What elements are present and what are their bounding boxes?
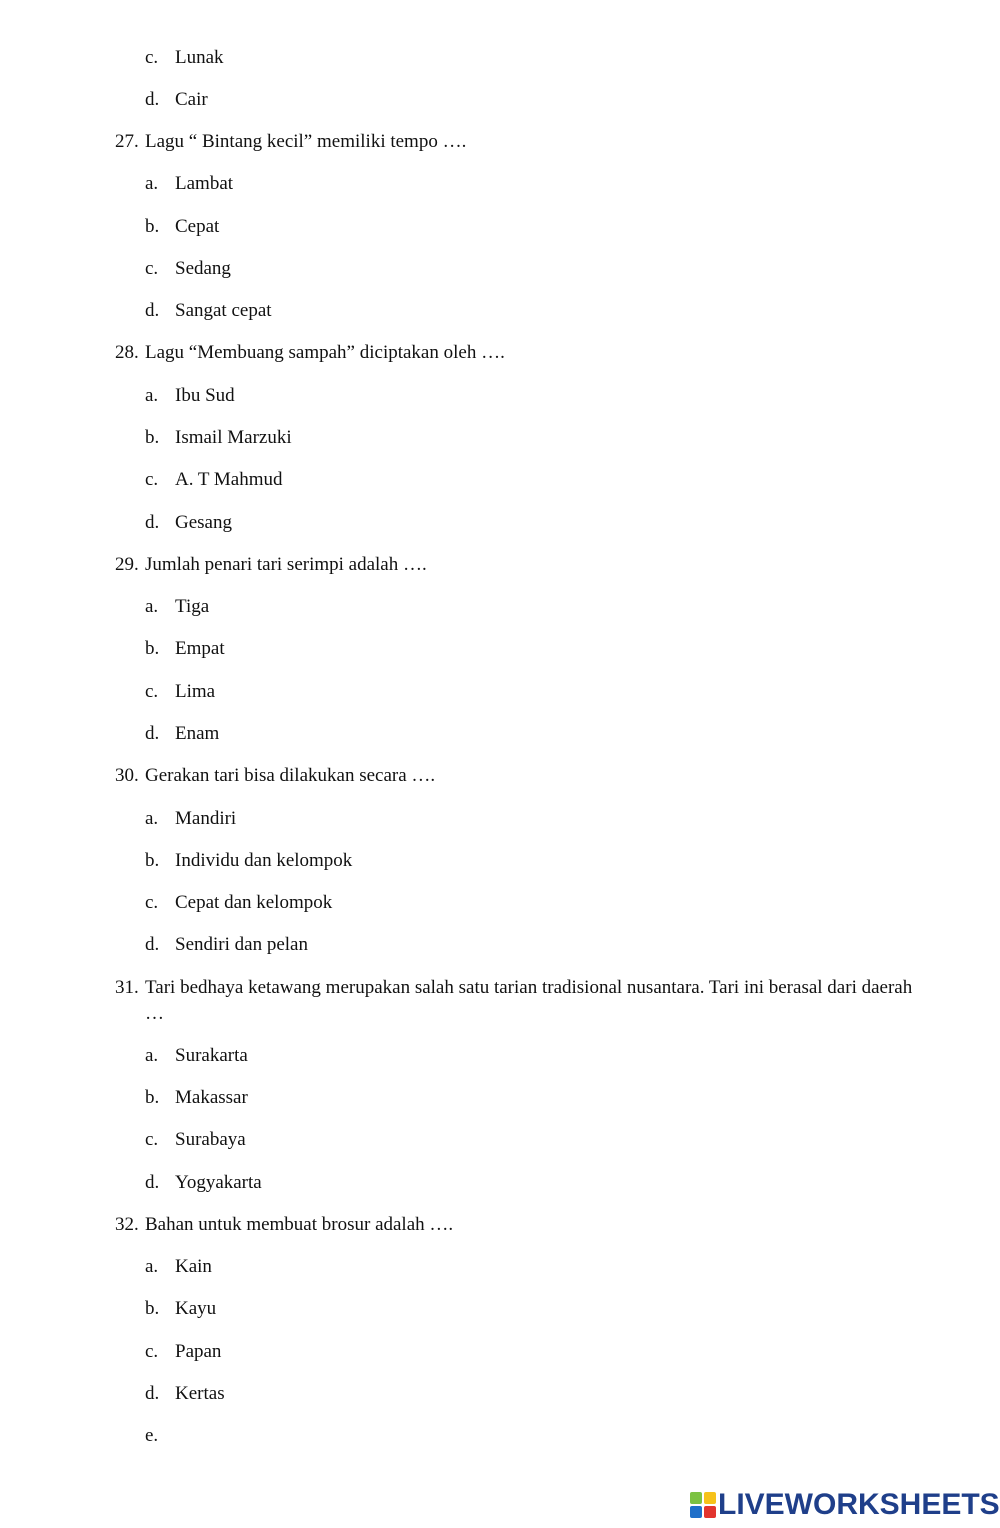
logo-text: LIVEWORKSHEETS <box>718 1488 1000 1521</box>
option-letter: b. <box>145 216 160 237</box>
option-letter: b. <box>145 1298 160 1319</box>
option-text: Surabaya <box>175 1129 246 1150</box>
option-letter: a. <box>145 596 159 617</box>
option-letter: d. <box>145 723 160 744</box>
liveworksheets-logo-icon <box>690 1492 716 1518</box>
option-text: Kain <box>175 1256 212 1277</box>
option-letter: d. <box>145 934 160 955</box>
option-letter: c. <box>145 892 159 913</box>
option-letter: b. <box>145 850 160 871</box>
option-text: Ibu Sud <box>175 385 235 406</box>
option-letter: a. <box>145 808 159 829</box>
option-letter: a. <box>145 385 159 406</box>
question-text: Tari bedhaya ketawang merupakan salah satu tarian tradisional nusantara. Tari ini berasal dari daerah … <box>145 977 913 1024</box>
q28-option-a <box>145 383 235 409</box>
question-31 <box>115 975 925 1027</box>
option-letter: c. <box>145 469 159 490</box>
logo-square-blue <box>690 1506 702 1518</box>
q31-option-b <box>145 1085 248 1111</box>
option-text: Empat <box>175 638 225 659</box>
option-letter: a. <box>145 1045 159 1066</box>
q27-option-d <box>145 298 272 324</box>
q30-option-c <box>145 890 332 916</box>
q31-option-c <box>145 1127 246 1153</box>
q30-option-d <box>145 932 308 958</box>
q27-option-b <box>145 214 219 240</box>
option-text: Kertas <box>175 1383 225 1404</box>
option-text: Gesang <box>175 512 232 533</box>
question-text: Lagu “ Bintang kecil” memiliki tempo …. <box>145 131 467 152</box>
option-letter: d. <box>145 1383 160 1404</box>
option-letter: d. <box>145 300 160 321</box>
option-letter: b. <box>145 638 160 659</box>
q32-option-a <box>145 1254 212 1280</box>
option-letter: c. <box>145 681 159 702</box>
question-32 <box>115 1212 453 1238</box>
option-text: A. T Mahmud <box>175 469 283 490</box>
option-letter: c. <box>145 1129 159 1150</box>
question-number: 28. <box>115 342 139 363</box>
q32-option-d <box>145 1381 225 1407</box>
q31-option-a <box>145 1043 248 1069</box>
option-text: Yogyakarta <box>175 1172 262 1193</box>
q28-option-b <box>145 425 292 451</box>
liveworksheets-logo[interactable] <box>690 1487 1000 1523</box>
option-letter: b. <box>145 1087 160 1108</box>
q32-option-e <box>145 1423 175 1449</box>
option-letter: d. <box>145 89 160 110</box>
option-text: Sangat cepat <box>175 300 272 321</box>
q30-option-b <box>145 848 352 874</box>
question-number: 30. <box>115 765 139 786</box>
option-letter: a. <box>145 1256 159 1277</box>
option-letter: d. <box>145 1172 160 1193</box>
option-letter: e. <box>145 1425 159 1446</box>
option-d-prev <box>145 87 208 113</box>
option-text: Cepat <box>175 216 220 237</box>
question-number: 32. <box>115 1214 139 1235</box>
option-text: Lima <box>175 681 216 702</box>
option-text: Surakarta <box>175 1045 248 1066</box>
option-text: Lunak <box>175 47 224 68</box>
question-number: 31. <box>115 977 139 998</box>
q28-option-d <box>145 510 232 536</box>
q32-option-c <box>145 1339 221 1365</box>
option-c-prev <box>145 45 224 71</box>
option-text: Makassar <box>175 1087 248 1108</box>
option-letter: a. <box>145 173 159 194</box>
option-letter: c. <box>145 1341 159 1362</box>
q28-option-c <box>145 467 283 493</box>
q29-option-a <box>145 594 209 620</box>
logo-square-red <box>704 1506 716 1518</box>
question-text: Gerakan tari bisa dilakukan secara …. <box>145 765 436 786</box>
option-text: Sedang <box>175 258 231 279</box>
option-text: Mandiri <box>175 808 237 829</box>
option-text: Sendiri dan pelan <box>175 934 308 955</box>
logo-square-green <box>690 1492 702 1504</box>
option-text: Individu dan kelompok <box>175 850 353 871</box>
question-30 <box>115 763 435 789</box>
option-text: Enam <box>175 723 220 744</box>
q30-option-a <box>145 806 236 832</box>
question-27 <box>115 129 466 155</box>
option-text: Papan <box>175 1341 222 1362</box>
question-number: 27. <box>115 131 139 152</box>
option-text: Cair <box>175 89 208 110</box>
option-text: Kayu <box>175 1298 217 1319</box>
option-text: Ismail Marzuki <box>175 427 292 448</box>
q29-option-c <box>145 679 215 705</box>
question-text: Bahan untuk membuat brosur adalah …. <box>145 1214 454 1235</box>
logo-square-yellow <box>704 1492 716 1504</box>
q31-option-d <box>145 1170 262 1196</box>
question-text: Lagu “Membuang sampah” diciptakan oleh …. <box>145 342 505 363</box>
option-text: Cepat dan kelompok <box>175 892 333 913</box>
q27-option-c <box>145 256 231 282</box>
option-text: Lambat <box>175 173 234 194</box>
option-letter: d. <box>145 512 160 533</box>
q32-option-b <box>145 1296 216 1322</box>
q29-option-b <box>145 636 225 662</box>
q29-option-d <box>145 721 219 747</box>
option-letter: b. <box>145 427 160 448</box>
question-28 <box>115 340 505 366</box>
option-letter: c. <box>145 258 159 279</box>
option-text: Tiga <box>175 596 210 617</box>
q27-option-a <box>145 171 233 197</box>
question-text: Jumlah penari tari serimpi adalah …. <box>145 554 427 575</box>
question-29 <box>115 552 427 578</box>
option-letter: c. <box>145 47 159 68</box>
question-number: 29. <box>115 554 139 575</box>
